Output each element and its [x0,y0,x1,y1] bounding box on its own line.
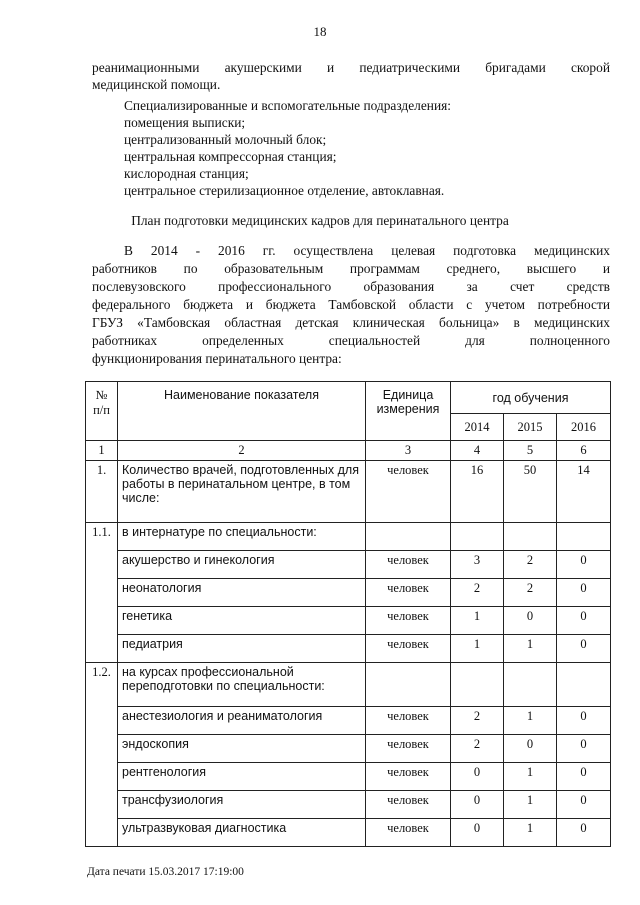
table-row [86,461,611,523]
row-name: трансфузиология [118,791,366,819]
row-value: 0 [557,707,611,735]
row-name: ультразвуковая диагностика [118,819,366,847]
row-value: 2 [504,551,557,579]
paragraph-line-1: В 2014 - 2016 гг. осуществлена целевая подготовка медицинских [124,243,610,258]
subdivision-item: централизованный молочный блок; [124,132,327,147]
group-header-row [86,523,611,551]
row-name: педиатрия [118,635,366,663]
intro-line-1: реанимационными акушерскими и педиатрическими бригадами скорой [92,60,610,75]
row-value: 0 [557,763,611,791]
table-row [86,579,611,607]
row-value: 0 [504,607,557,635]
row-name: анестезиология и реаниматология [118,707,366,735]
header-name: Наименование показателя [118,382,366,441]
header-num: № п/п [86,382,118,441]
row-value: 1 [451,607,504,635]
col-number: 5 [504,441,557,461]
intro-line-2: медицинской помощи. [92,77,221,92]
row-value: 2 [451,579,504,607]
header-year: 2015 [504,414,557,441]
row-unit: человек [366,791,451,819]
group-label: в интернатуре по специальности: [118,523,366,551]
paragraph-line: работников по образовательным программам среднего, высшего и [92,261,610,276]
paragraph-line: послевузовского профессионального образования за счет средств [92,279,610,294]
table-row [86,735,611,763]
row-name: акушерство и гинекология [118,551,366,579]
group-num: 1.2. [86,663,118,847]
paragraph-line: ГБУЗ «Тамбовская областная детская клиническая больница» в медицинских [92,315,610,330]
table-row [86,819,611,847]
row-value: 1 [504,707,557,735]
header-unit: Единица измерения [366,382,451,441]
row-unit: человек [366,763,451,791]
row-value: 0 [557,607,611,635]
header-year-group: год обучения [451,382,611,414]
training-plan-table [85,381,611,847]
row-value: 0 [557,635,611,663]
row-name: Количество врачей, подготовленных для работы в перинатальном центре, в том числе: [118,461,366,523]
subdivision-item: центральная компрессорная станция; [124,149,337,164]
row-num: 1. [86,461,118,523]
row-unit: человек [366,819,451,847]
row-value: 0 [451,791,504,819]
row-value: 1 [504,819,557,847]
row-value: 0 [557,819,611,847]
row-value: 2 [451,707,504,735]
row-value: 2 [504,579,557,607]
row-value: 3 [451,551,504,579]
paragraph-line-last: функционирования перинатального центра: [92,351,342,366]
row-value: 1 [504,763,557,791]
column-numbers-row [86,441,611,461]
table-row [86,791,611,819]
row-value: 0 [557,579,611,607]
row-value: 1 [504,635,557,663]
row-value: 14 [557,461,611,523]
row-name: эндоскопия [118,735,366,763]
table-row [86,763,611,791]
table-row [86,607,611,635]
table-row [86,635,611,663]
col-number: 4 [451,441,504,461]
table-row [86,551,611,579]
row-name: неонатология [118,579,366,607]
row-value: 50 [504,461,557,523]
group-num: 1.1. [86,523,118,663]
subdivision-item: помещения выписки; [124,115,246,130]
group-label: на курсах профессиональной переподготовки по специальности: [118,663,366,707]
subdivision-item: кислородная станция; [124,166,249,181]
row-name: генетика [118,607,366,635]
row-unit: человек [366,579,451,607]
row-unit: человек [366,707,451,735]
header-year: 2016 [557,414,611,441]
row-value: 2 [451,735,504,763]
subdivision-item: центральное стерилизационное отделение, автоклавная. [124,183,445,198]
row-value: 0 [557,791,611,819]
row-value: 0 [451,763,504,791]
section-title: План подготовки медицинских кадров для перинатального центра [131,213,509,228]
row-value: 0 [451,819,504,847]
paragraph-line: федерального бюджета и бюджета Тамбовской области с учетом потребности [92,297,610,312]
row-unit: человек [366,735,451,763]
row-value: 0 [504,735,557,763]
col-number: 2 [118,441,366,461]
col-number: 1 [86,441,118,461]
row-name: рентгенология [118,763,366,791]
row-value: 1 [451,635,504,663]
print-date-footer: Дата печати 15.03.2017 17:19:00 [87,866,244,878]
row-unit: человек [366,461,451,523]
row-value: 0 [557,551,611,579]
group-header-row [86,663,611,707]
col-number: 3 [366,441,451,461]
row-unit: человек [366,551,451,579]
page-number: 18 [313,24,327,39]
row-unit: человек [366,607,451,635]
row-value: 0 [557,735,611,763]
row-value: 16 [451,461,504,523]
row-value: 1 [504,791,557,819]
col-number: 6 [557,441,611,461]
subdivisions-heading: Специализированные и вспомогательные подразделения: [124,98,452,113]
header-year: 2014 [451,414,504,441]
row-unit: человек [366,635,451,663]
table-row [86,707,611,735]
paragraph-line: работниках определенных специальностей для полноценного [92,333,610,348]
